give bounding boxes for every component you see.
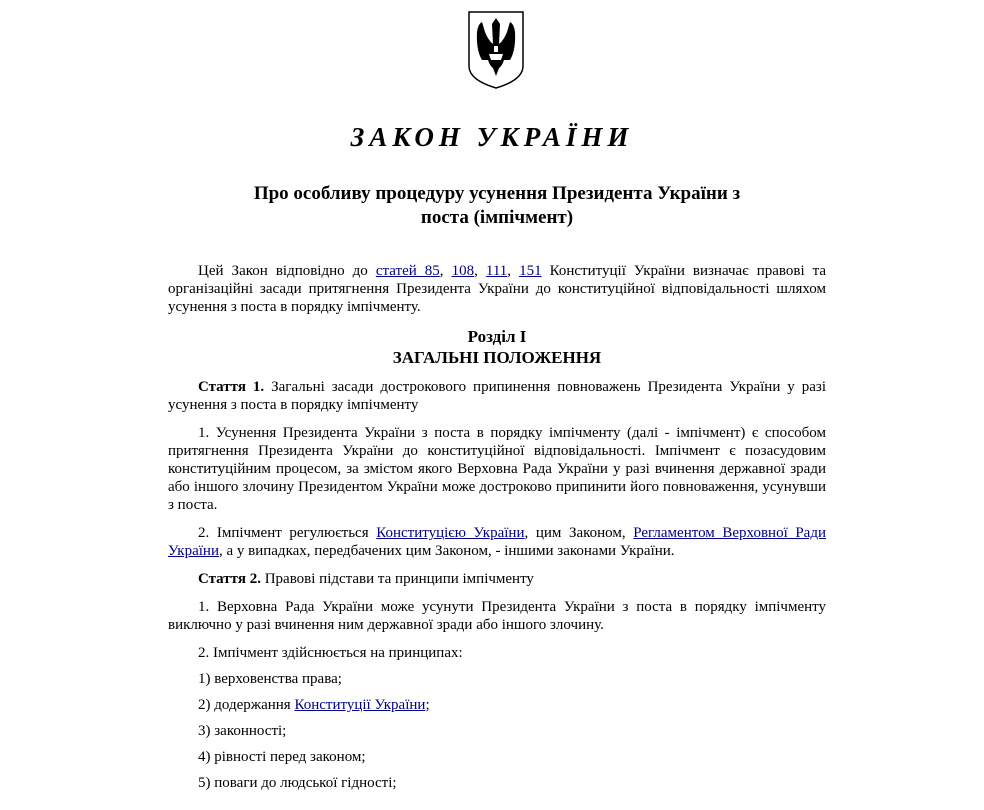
- link-constitution[interactable]: Конституцією України: [376, 525, 525, 541]
- article-1-heading: [168, 378, 826, 414]
- link-rada-regulations[interactable]: Регламентом Верховної Ради України: [168, 525, 826, 559]
- principle-item-4: 4) рівності перед законом;: [198, 749, 366, 765]
- link-article-108[interactable]: 108: [451, 263, 475, 279]
- article-2-heading: [168, 570, 826, 588]
- article-1-paragraph-2: 2. Імпічмент регулюється Конституцією України, цим Законом, Регламентом Верховної Ради України, а у випадках, передбачених цим Законом, - іншими законами України.: [168, 525, 826, 559]
- section-name: ЗАГАЛЬНІ ПОЛОЖЕННЯ: [392, 348, 602, 367]
- article-1-paragraph-1: 1. Усунення Президента України з поста в порядку імпічменту (далі - імпічмент) є способом притягнення Президента України до конституційної відповідальності. Імпічмент є позасудовим конституційним процесом, за змістом якого Верховна Рада України у разі вчинення державної зради або іншого злочину Президентом України може достроково припинити його повноваження, усунувши з поста.: [168, 425, 826, 513]
- subtitle-line-1: Про особливу процедуру усунення Президента України з: [253, 183, 741, 204]
- principle-item-1: 1) верховенства права;: [198, 671, 342, 687]
- article-2-paragraph-1: 1. Верховна Рада України може усунути Президента України з поста в порядку імпічменту виключно у разі вчинення ним державної зради або іншого злочину.: [168, 599, 826, 633]
- trident-coat-of-arms-icon: [466, 10, 526, 90]
- article-2-title: Правові підстави та принципи імпічменту: [260, 571, 534, 587]
- article-1-title: Загальні засади дострокового припинення повноважень Президента України у разі усунення з поста в порядку імпічменту: [168, 379, 827, 413]
- principle-item-3: 3) законності;: [198, 723, 287, 739]
- principle-item-5: 5) поваги до людської гідності;: [198, 775, 397, 791]
- document-body: [168, 262, 826, 800]
- section-number: Розділ I: [467, 327, 527, 346]
- principle-item-2: 2) додержання Конституції України;: [198, 697, 430, 713]
- subtitle-line-2: поста (імпічмент): [420, 207, 574, 228]
- section-heading: [168, 326, 826, 368]
- link-constitution-2[interactable]: Конституції України: [294, 697, 426, 713]
- link-article-85[interactable]: статей 85: [375, 263, 440, 279]
- preamble: Цей Закон відповідно до статей 85, 108, 111, 151 Конституції України визначає правові та організаційні засади притягнення Президента України до конституційної відповідальності шляхом усунення з поста в порядку імпічменту.: [168, 263, 827, 315]
- law-title: ЗАКОН УКРАЇНИ: [350, 122, 634, 152]
- article-2-label: Стаття 2.: [198, 571, 261, 587]
- link-article-151[interactable]: 151: [519, 263, 542, 279]
- link-article-111[interactable]: 111: [485, 263, 508, 279]
- article-2-paragraph-2: 2. Імпічмент здійснюється на принципах:: [198, 645, 463, 661]
- article-1-label: Стаття 1.: [198, 379, 265, 395]
- law-subtitle: [200, 182, 794, 230]
